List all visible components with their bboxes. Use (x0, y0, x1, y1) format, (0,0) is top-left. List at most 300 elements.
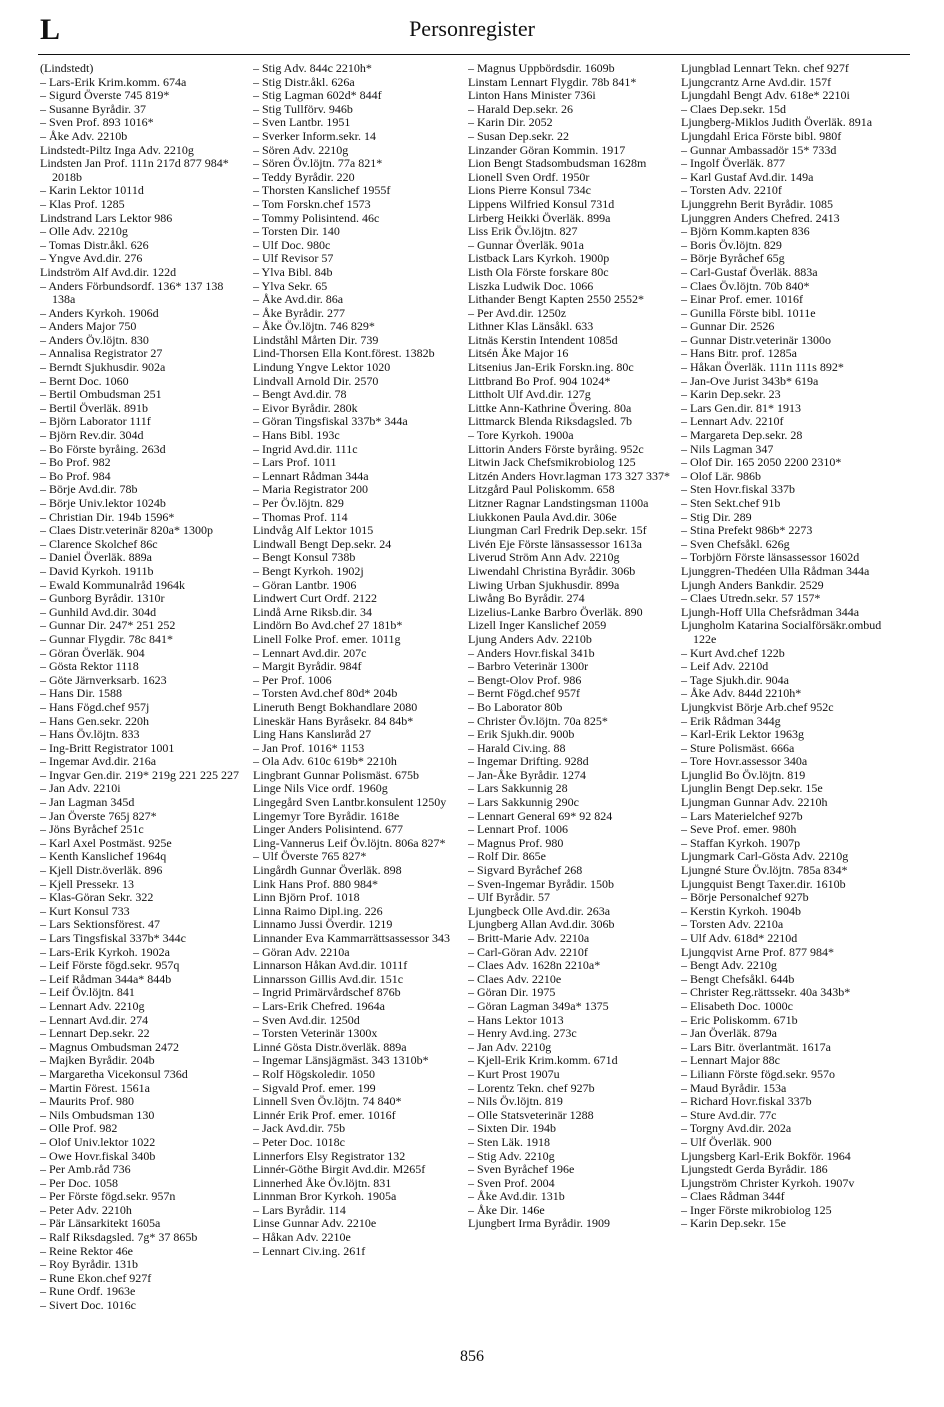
index-entry: – Leif Förste fögd.sekr. 957q (40, 958, 180, 973)
page-number: 856 (460, 1348, 484, 1365)
index-entry: – Sture Avd.dir. 77c (681, 1107, 777, 1122)
index-entry: – Göran Överläk. 904 (40, 645, 145, 660)
index-entry: – Stig Lagman 602d* 844f (253, 88, 382, 103)
index-entry: – Maurits Prof. 980 (40, 1094, 134, 1109)
index-entry: – Åke Öv.löjtn. 746 829* (253, 319, 375, 334)
index-entry: Liwång Bo Byrådir. 274 (468, 591, 585, 606)
index-entry: – Bernt Fögd.chef 957f (468, 686, 580, 701)
index-entry: – Bengt Kyrkoh. 1902j (253, 563, 364, 578)
index-entry: Ljungh Anders Bankdir. 2529 (681, 577, 824, 592)
index-entry: – Kjell-Erik Krim.komm. 671d (468, 1053, 618, 1068)
index-entry: Litwin Jack Chefsmikrobiolog 125 (468, 455, 636, 470)
header-rule (38, 54, 910, 55)
index-entry: – Ulf Adv. 618d* 2210d (681, 931, 798, 945)
index-entry: Lippens Wilfried Konsul 731d (468, 196, 615, 211)
index-entry: Ling-Vannerus Leif Öv.löjtn. 806a 827* (253, 835, 446, 850)
index-entry: – Lennart Adv. 2210g (40, 998, 145, 1013)
index-entry: – Liliann Förste fögd.sekr. 957o (681, 1066, 835, 1081)
index-entry: Linzander Göran Kommin. 1917 (468, 142, 626, 157)
index-entry: – Margit Byrådir. 984f (253, 659, 362, 674)
index-entry: Litsén Åke Major 16 (468, 346, 569, 361)
index-entry: – Margareta Dep.sekr. 28 (681, 428, 803, 443)
index-entry: – Britt-Marie Adv. 2210a (468, 931, 590, 945)
index-entry: – Inger Förste mikrobiolog 125 (681, 1202, 832, 1217)
index-entry: – Lars Sektionsförest. 47 (40, 917, 160, 932)
index-entry: – Christer Öv.löjtn. 70a 825* (468, 713, 608, 728)
index-entry: – Bo Prof. 984 (40, 468, 111, 483)
index-entry: – Ralf Riksdagsled. 7g* 37 865b (40, 1230, 198, 1245)
index-entry: – Lorentz Tekn. chef 927b (468, 1080, 595, 1095)
index-entry: – Lennart Avd.dir. 274 (40, 1012, 149, 1027)
index-entry: – Lars Sakkunnig 290c (468, 795, 579, 810)
index-entry: – Magnus Ombudsman 2472 (40, 1039, 179, 1054)
index-column-4 (681, 62, 886, 1352)
index-entry: – Boris Öv.löjtn. 829 (681, 237, 782, 252)
index-entry: – Ylva Bibl. 84b (253, 264, 333, 279)
index-entry: Lirberg Heikki Överläk. 899a (468, 210, 611, 225)
index-entry: – Lennart Civ.ing. 261f (253, 1243, 366, 1258)
index-entry: Lizell Inger Kanslichef 2059 (468, 618, 607, 633)
index-entry: – Gunnar Dir. 2526 (681, 319, 775, 334)
index-entry: – Karin Lektor 1011d (40, 183, 144, 198)
index-entry: – Nils Öv.löjtn. 819 (468, 1094, 563, 1109)
index-entry: Litzner Ragnar Landstingsman 1100a (468, 496, 649, 510)
index-entry: – Christer Reg.rättssekr. 40a 343b* (681, 985, 851, 1000)
index-entry: – Jan Adv. 2210g (468, 1039, 552, 1054)
index-entry: – Åke Avd.dir. 86a (253, 292, 344, 307)
index-column-3 (468, 62, 673, 1352)
index-entry: – Rune Ordf. 1963e (40, 1284, 136, 1299)
index-entry: – Sigvald Prof. emer. 199 (253, 1080, 376, 1095)
index-entry: – Jan Lagman 345d (40, 795, 135, 810)
index-entry: – Staffan Kyrkoh. 1907p (681, 835, 801, 850)
index-entry: Lithander Bengt Kapten 2550 2552* (468, 292, 644, 307)
index-entry: Ljungman Gunnar Adv. 2210h (681, 795, 828, 810)
index-column-1 (40, 62, 245, 1352)
index-entry: Lindwall Bengt Dep.sekr. 24 (253, 536, 392, 551)
index-entry: – Leif Adv. 2210d (681, 659, 769, 674)
index-entry: – Lars-Erik Krim.komm. 674a (40, 74, 187, 89)
index-entry: – Tage Sjukh.dir. 904a (681, 672, 789, 687)
index-entry: – Sten Hovr.fiskal 337b (681, 482, 795, 497)
index-entry: – Harald Dep.sekr. 26 (468, 101, 573, 116)
index-entry: – Göte Järnverksarb. 1623 (40, 672, 167, 687)
index-entry: – Ylva Sekr. 65 (253, 278, 328, 293)
index-entry: Littbrand Bo Prof. 904 1024* (468, 373, 611, 388)
index-entry: – Lennart Prof. 1006 (468, 822, 568, 837)
index-entry: – Lars Tingsfiskal 337b* 344c (40, 931, 187, 945)
index-entry: – Gunilla Förste bibl. 1011e (681, 305, 816, 320)
index-entry: Ljungbert Irma Byrådir. 1909 (468, 1216, 610, 1231)
index-entry: – Per Avd.dir. 1250z (468, 305, 567, 320)
index-entry: – Bengt-Olov Prof. 986 (468, 672, 582, 687)
index-entry: – Claes Öv.löjtn. 70b 840* (681, 278, 810, 293)
index-entry: – Thomas Prof. 114 (253, 509, 348, 524)
index-entry: – Klas-Göran Sekr. 322 (40, 890, 154, 905)
index-entry: – Göran Tingsfiskal 337b* 344a (253, 414, 408, 429)
index-entry: – Henry Avd.ing. 273c (468, 1026, 577, 1041)
index-entry: – Lars-Erik Kyrkoh. 1902a (40, 944, 170, 959)
index-entry: – Karl-Erik Lektor 1963g (681, 727, 804, 742)
index-entry: – Thorsten Kanslichef 1955f (253, 183, 391, 198)
index-entry: – Sten Läk. 1918 (468, 1134, 550, 1149)
index-entry: Linnerfors Elsy Registrator 132 (253, 1148, 406, 1163)
index-entry: – Eivor Byrådir. 280k (253, 400, 358, 415)
index-entry: – Bo Förste byråing. 263d (40, 441, 166, 456)
index-entry: – Ingemar Avd.dir. 216a (40, 754, 157, 769)
index-entry: – Jack Avd.dir. 75b (253, 1121, 346, 1136)
index-entry: – Olle Statsveterinär 1288 (468, 1107, 594, 1122)
index-entry: – Roy Byrådir. 131b (40, 1257, 138, 1272)
index-entry: Ljunglid Bo Öv.löjtn. 819 (681, 767, 806, 782)
index-entry: – Erik Rådman 344g (681, 713, 781, 728)
index-entry: – Lars-Erik Chefred. 1964a (253, 998, 385, 1013)
index-entry: – Clarence Skolchef 86c (40, 536, 158, 551)
index-entry: Lindvåg Alf Lektor 1015 (253, 523, 374, 538)
section-letter: L (40, 13, 61, 46)
index-entry: Linna Raimo Dipl.ing. 226 (253, 903, 383, 918)
index-entry: – Sivert Doc. 1016c (40, 1298, 136, 1313)
index-entry: Linnarson Håkan Avd.dir. 1011f (253, 958, 408, 973)
index-entry: Linnerhed Åke Öv.löjtn. 831 (253, 1175, 392, 1190)
index-entry: Lindvall Arnold Dir. 2570 (253, 373, 379, 388)
index-entry: Ljungdahl Erica Förste bibl. 980f (681, 128, 842, 143)
index-entry: Linnman Bror Kyrkoh. 1905a (253, 1189, 397, 1204)
index-entry: – Gunnar Flygdir. 78c 841* (40, 631, 173, 646)
index-entry: – Harald Civ.ing. 88 (468, 740, 566, 755)
index-entry: – Åke Byrådir. 277 (253, 305, 345, 320)
index-entry: – Ulf Överste 765 827* (253, 849, 367, 864)
index-entry: – Göran Dir. 1975 (468, 985, 556, 1000)
index-entry: – Anders Öv.löjtn. 830 (40, 332, 149, 347)
index-entry: – Torsten Avd.chef 80d* 204b (253, 686, 398, 701)
index-entry: – Nils Ombudsman 130 (40, 1107, 155, 1122)
index-entry: Lithner Klas Länsåkl. 633 (468, 319, 594, 334)
index-entry: Lindwert Curt Ordf. 2122 (253, 591, 377, 606)
index-entry: – Gunborg Byrådir. 1310r (40, 591, 165, 606)
index-entry: – Lennart Avd.dir. 207c (253, 645, 367, 660)
index-entry: – Torsten Dir. 140 (253, 224, 340, 239)
index-entry: Lineskär Hans Byråsekr. 84 84b* (253, 713, 414, 728)
index-entry: – Olof Univ.lektor 1022 (40, 1134, 156, 1149)
index-entry: – Ingolf Överläk. 877 (681, 156, 785, 171)
index-entry: – Sven Chefsåkl. 626g (681, 536, 790, 551)
index-entry: – Annalisa Registrator 27 (40, 346, 163, 361)
index-entry: – Hans Lektor 1013 (468, 1012, 564, 1027)
index-column-2 (253, 62, 458, 1352)
index-entry: – Sören Adv. 2210g (253, 142, 349, 157)
index-entry: – Sigvard Byråchef 268 (468, 863, 583, 878)
index-entry: – Leif Rådman 344a* 844b (40, 971, 172, 986)
index-entry: Linn Björn Prof. 1018 (253, 890, 360, 905)
index-entry: – Tom Forskn.chef 1573 (253, 196, 371, 211)
index-entry: Linse Gunnar Adv. 2210e (253, 1216, 377, 1231)
index-entry: – Hans Öv.löjtn. 833 (40, 727, 140, 742)
index-entry: Litsenius Jan-Erik Forskn.ing. 80c (468, 360, 634, 375)
index-entry: – Kjell Pressekr. 13 (40, 876, 134, 891)
index-entry: Lindstedt-Piltz Inga Adv. 2210g (40, 142, 194, 157)
index-entry: Lindsten Jan Prof. 111n 217d 877 984* 2018b (40, 156, 229, 184)
index-entry: – Per Amb.råd 736 (40, 1162, 131, 1177)
index-entry: Liszka Ludwik Doc. 1066 (468, 278, 594, 293)
index-entry: Ljungdahl Bengt Adv. 618e* 2210i (681, 88, 850, 103)
index-entry: – Åke Adv. 2210b (40, 128, 128, 143)
index-entry: – Anders Major 750 (40, 319, 137, 334)
index-entry: – Claes Adv. 2210e (468, 971, 562, 986)
index-entry: – Gunnar Överläk. 901a (468, 237, 584, 252)
page-title: Personregister (409, 16, 535, 41)
index-entry: – Claes Dep.sekr. 15d (681, 101, 786, 116)
index-entry: – Bo Laborator 80b (468, 699, 563, 714)
index-entry: – Karin Dir. 2052 (468, 115, 553, 130)
index-entry: – Kjell Distr.överläk. 896 (40, 863, 163, 878)
index-entry: – Sten Sekt.chef 91b (681, 496, 781, 510)
index-entry: – Åke Adv. 844d 2210h* (681, 686, 802, 701)
index-entry: Ljunggren-Thedéen Ulla Rådman 344a (681, 563, 870, 578)
index-entry: – Tore Hovr.assessor 340a (681, 754, 808, 769)
index-entry: Linge Nils Vice ordf. 1960g (253, 781, 388, 796)
index-entry: Lineruth Bengt Bokhandlare 2080 (253, 699, 418, 714)
index-entry: Ljunggren Anders Chefred. 2413 (681, 210, 840, 225)
index-entry: Linnér Erik Prof. emer. 1016f (253, 1107, 396, 1122)
index-entry: – Torsten Adv. 2210f (681, 183, 782, 198)
index-entry: – Teddy Byrådir. 220 (253, 169, 355, 184)
index-entry: – Lars Gen.dir. 81* 1913 (681, 400, 801, 415)
index-entry: – Kurt Avd.chef 122b (681, 645, 785, 660)
index-entry: – Bengt Konsul 738b (253, 550, 356, 565)
index-entry: – Bengt Chefsåkl. 644b (681, 971, 795, 986)
index-entry: – Per Doc. 1058 (40, 1175, 118, 1190)
index-entry: – Anders Kyrkoh. 1906d (40, 305, 159, 320)
index-entry: Ljungström Christer Kyrkoh. 1907v (681, 1175, 855, 1190)
index-entry: – Bertil Ombudsman 251 (40, 387, 162, 402)
index-entry: – Börje Personalchef 927b (681, 890, 809, 905)
index-entry: – Stig Adv. 844c 2210h* (253, 62, 372, 75)
index-entry: – Maria Registrator 200 (253, 482, 368, 497)
index-entry: – Bertil Överläk. 891b (40, 400, 148, 415)
index-entry: – Sixten Dir. 194b (468, 1121, 557, 1136)
index-entry: Link Hans Prof. 880 984* (253, 876, 378, 891)
index-entry: – Sören Öv.löjtn. 77a 821* (253, 156, 383, 171)
index-entry: – Kurt Prost 1907u (468, 1066, 560, 1081)
index-entry: Liverud Ström Ann Adv. 2210g (468, 550, 620, 565)
index-entry: (Lindstedt) (40, 62, 94, 75)
index-entry: – Olle Adv. 2210g (40, 224, 128, 239)
index-entry: – Martin Förest. 1561a (40, 1080, 150, 1095)
index-entry: Lindå Arne Riksb.dir. 34 (253, 604, 372, 619)
index-entry: – Reine Rektor 46e (40, 1243, 133, 1258)
index-entry: – Hans Dir. 1588 (40, 686, 122, 701)
index-entry: Linell Folke Prof. emer. 1011g (253, 631, 401, 646)
index-entry: – Margaretha Vicekonsul 736d (40, 1066, 188, 1081)
index-entry: – Karl Axel Postmäst. 925e (40, 835, 172, 850)
index-entry: Linnér-Göthe Birgit Avd.dir. M265f (253, 1162, 426, 1177)
index-entry: – Ingvar Gen.dir. 219* 219g 221 225 227 (40, 767, 239, 782)
index-entry: – Torsten Veterinär 1300x (253, 1026, 378, 1041)
index-entry: Ljungsberg Karl-Erik Bokför. 1964 (681, 1148, 851, 1163)
index-entry: – Hans Bibl. 193c (253, 428, 340, 443)
index-entry: – Börje Univ.lektor 1024b (40, 496, 166, 510)
index-entry: Linnander Eva Kammarrättsassessor 343 (253, 931, 450, 945)
index-entry: – Erik Sjukh.dir. 900b (468, 727, 575, 742)
index-entry: Lingemyr Tore Byrådir. 1618e (253, 808, 400, 823)
index-entry: – Bengt Avd.dir. 78 (253, 387, 347, 402)
index-entry: – Torbjörn Förste länsassessor 1602d (681, 550, 860, 565)
index-entry: – Christian Dir. 194b 1596* (40, 509, 175, 524)
index-entry: – Jan-Ove Jurist 343b* 619a (681, 373, 819, 388)
index-entry: – Karin Dep.sekr. 23 (681, 387, 781, 402)
index-entry: – Ola Adv. 610c 619b* 2210h (253, 754, 397, 769)
index-entry: – Börje Byråchef 65g (681, 251, 785, 266)
index-entry: – Sigurd Överste 745 819* (40, 88, 170, 103)
index-entry: Ljungmark Carl-Gösta Adv. 2210g (681, 849, 849, 864)
index-entry: – Stig Adv. 2210g (468, 1148, 555, 1163)
index-entry: Lingårdh Gunnar Överläk. 898 (253, 863, 402, 878)
index-entry: Litzgård Paul Poliskomm. 658 (468, 482, 615, 497)
index-entry: Lindström Alf Avd.dir. 122d (40, 264, 177, 279)
index-entry: – Lars Byrådir. 114 (253, 1202, 346, 1217)
index-entry: – Lars Sakkunnig 28 (468, 781, 568, 796)
index-entry: – Pär Länsarkitekt 1605a (40, 1216, 161, 1231)
index-entry: Ljungberg-Miklos Judith Överläk. 891a (681, 115, 873, 130)
index-entry: Listback Lars Kyrkoh. 1900p (468, 251, 610, 266)
index-entry: Liungman Carl Fredrik Dep.sekr. 15f (468, 523, 647, 538)
index-entry: – Ingemar Länsjägmäst. 343 1310b* (253, 1053, 429, 1068)
index-entry: Liss Erik Öv.löjtn. 827 (468, 224, 578, 239)
index-entry: – Ewald Kommunalråd 1964k (40, 577, 185, 592)
index-entry: – Owe Hovr.fiskal 340b (40, 1148, 156, 1163)
index-entry: – Bernt Doc. 1060 (40, 373, 129, 388)
index-entry: – Olof Lär. 986b (681, 468, 761, 483)
index-entry: Lind-Thorsen Ella Kont.förest. 1382b (253, 346, 435, 361)
index-entry: – Stig Tullförv. 946b (253, 101, 353, 116)
index-entry: – Sven Byråchef 196e (468, 1162, 575, 1177)
index-entry: – Tommy Polisintend. 46c (253, 210, 380, 225)
index-entry: – Kenth Kanslichef 1964q (40, 849, 167, 864)
index-entry: – Kurt Konsul 733 (40, 903, 130, 918)
index-entry: – Nils Lagman 347 (681, 441, 774, 456)
index-entry: – Åke Avd.dir. 131b (468, 1189, 565, 1204)
index-entry: Ljungh-Hoff Ulla Chefsrådman 344a (681, 604, 860, 619)
index-entry: Liukkonen Paula Avd.dir. 306e (468, 509, 617, 524)
index-entry: – Jan Överläk. 879a (681, 1026, 777, 1041)
index-entry: – Sverker Inform.sekr. 14 (253, 128, 376, 143)
index-entry: – Ingrid Avd.dir. 111c (253, 441, 358, 456)
index-entry: – Barbro Veterinär 1300r (468, 659, 589, 674)
index-entry: – Ingrid Primärvårdschef 876b (253, 985, 401, 1000)
index-entry: – Håkan Adv. 2210e (253, 1230, 351, 1245)
index-entry: – Rune Ekon.chef 927f (40, 1270, 152, 1285)
index-entry: Littke Ann-Kathrine Övering. 80a (468, 400, 632, 415)
index-entry: Litzén Anders Hovr.lagman 173 327 337* (468, 468, 670, 483)
index-entry: – Stina Prefekt 986b* 2273 (681, 523, 813, 538)
index-entry: – Olle Prof. 982 (40, 1121, 118, 1136)
index-entry: – Susan Dep.sekr. 22 (468, 128, 569, 143)
index-entry: – Bo Prof. 982 (40, 455, 111, 470)
index-entry: – Ulf Överläk. 900 (681, 1134, 772, 1149)
index-entry: – Lennart Dep.sekr. 22 (40, 1026, 150, 1041)
index-entry: – Jan Adv. 2210i (40, 781, 121, 796)
index-entry: – Yngve Avd.dir. 276 (40, 251, 143, 266)
index-entry: – Ing-Britt Registrator 1001 (40, 740, 175, 755)
index-entry: – Claes Utredn.sekr. 57 157* (681, 591, 821, 606)
index-entry: – Anders Förbundsordf. 136* 137 138 138a (40, 278, 224, 307)
index-entry: – Leif Öv.löjtn. 841 (40, 985, 135, 1000)
index-entry: Linstam Lennart Flygdir. 78b 841* (468, 74, 637, 89)
index-entry: – Börje Avd.dir. 78b (40, 482, 138, 497)
index-entry: – Gunnar Dir. 247* 251 252 (40, 618, 176, 633)
index-entry: – Rolf Högskoledir. 1050 (253, 1066, 375, 1081)
index-entry: Ljungcrantz Arne Avd.dir. 157f (681, 74, 832, 89)
index-entry: – Gunnar Distr.veterinär 1300o (681, 332, 831, 347)
index-entry: Lindståhl Mårten Dir. 739 (253, 332, 379, 347)
index-entry: Ljungberg Allan Avd.dir. 306b (468, 917, 615, 932)
index-entry: – Sven Prof. 2004 (468, 1175, 555, 1190)
index-entry: – Claes Distr.veterinär 820a* 1300p (40, 523, 213, 538)
index-entry: Lizelius-Lanke Barbro Överläk. 890 (468, 604, 643, 619)
index-entry: – Ulf Doc. 980c (253, 237, 331, 252)
index-entry: Ljungné Sture Öv.löjtn. 785a 834* (681, 863, 848, 878)
index-entry: Lionell Sven Ordf. 1950r (468, 169, 590, 184)
index-entry: – Åke Dir. 146e (468, 1202, 545, 1217)
index-entry: Ling Hans Kanslиråd 27 (253, 727, 372, 742)
index-entry: Littorin Anders Förste byråing. 952c (468, 441, 644, 456)
index-entry: Ljunggrehn Berit Byrådir. 1085 (681, 196, 833, 211)
index-entry: – Lars Materielchef 927b (681, 808, 803, 823)
index-entry: – Majken Byrådir. 204b (40, 1053, 155, 1068)
index-entry: – Per Förste fögd.sekr. 957n (40, 1189, 176, 1204)
index-entry: – Peter Doc. 1018c (253, 1134, 345, 1149)
index-entry: – Lennart Major 88c (681, 1053, 780, 1068)
index-entry: – Gunhild Avd.dir. 304d (40, 604, 157, 619)
index-entry: – Karl Gustaf Avd.dir. 149a (681, 169, 814, 184)
index-entry: – Ulf Byrådir. 57 (468, 890, 550, 905)
index-entry: – David Kyrkoh. 1911b (40, 563, 154, 578)
index-entry: – Per Öv.löjtn. 829 (253, 496, 344, 510)
index-entry: – Elisabeth Doc. 1000c (681, 998, 793, 1013)
index-entry: – Carl-Göran Adv. 2210f (468, 944, 588, 959)
index-entry: Lindstrand Lars Lektor 986 (40, 210, 173, 225)
index-entry: – Hans Fögd.chef 957j (40, 699, 150, 714)
index-entry: Linger Anders Polisintend. 677 (253, 822, 403, 837)
index-entry: – Björn Komm.kapten 836 (681, 224, 810, 239)
index-entry: – Stig Distr.åkl. 626a (253, 74, 355, 89)
index-entry: – Kerstin Kyrkoh. 1904b (681, 903, 801, 918)
index-entry: – Sven-Ingemar Byrådir. 150b (468, 876, 614, 891)
index-entry: Littmarck Blenda Riksdagsled. 7b (468, 414, 632, 429)
index-entry: Ljunglin Bengt Dep.sekr. 15e (681, 781, 823, 796)
index-entry: – Bengt Adv. 2210g (681, 958, 777, 973)
index-entry: Linnamo Jussi Överdir. 1219 (253, 917, 393, 932)
index-entry: – Claes Rådman 344f (681, 1189, 785, 1204)
index-entry: – Hans Bitr. prof. 1285a (681, 346, 797, 361)
index-entry: Liwing Urban Sjukhusdir. 899a (468, 577, 620, 592)
index-entry: – Karin Dep.sekr. 15e (681, 1216, 786, 1231)
index-entry: Ljungstedt Gerda Byrådir. 186 (681, 1162, 828, 1177)
index-entry: – Peter Adv. 2210h (40, 1202, 132, 1217)
index-entry: Ljungbeck Olle Avd.dir. 263a (468, 903, 611, 918)
index-entry: – Stig Dir. 289 (681, 509, 752, 524)
index-entry: – Olof Dir. 165 2050 2200 2310* (681, 455, 842, 470)
index-entry: – Björn Rev.dir. 304d (40, 428, 144, 443)
index-entry: – Daniel Överläk. 889a (40, 550, 152, 565)
index-entry: – Berndt Sjukhusdir. 902a (40, 360, 166, 375)
index-entry: – Lennart Rådman 344a (253, 468, 369, 483)
index-entry: – Sven Avd.dir. 1250d (253, 1012, 360, 1027)
index-entry: – Maud Byrådir. 153a (681, 1080, 787, 1095)
index-entry: – Göran Lantbr. 1906 (253, 577, 357, 592)
index-entry: – Gunnar Ambassadör 15* 733d (681, 142, 837, 157)
